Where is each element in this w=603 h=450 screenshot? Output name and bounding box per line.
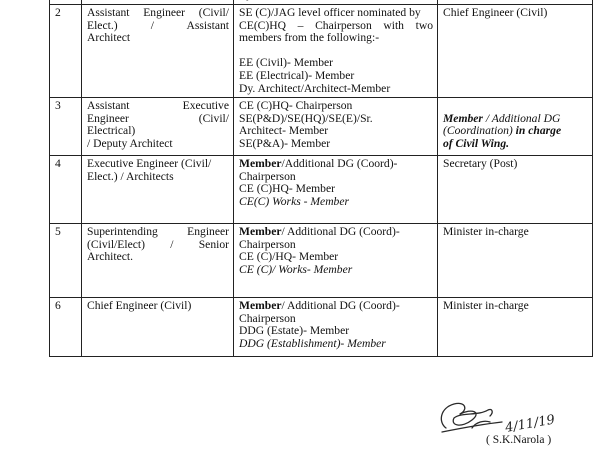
table-row (50, 224, 593, 298)
in-charge-text: in charge (512, 124, 562, 138)
post-cell (82, 5, 234, 98)
authority-line (443, 125, 588, 138)
dpc-line: Chairperson (239, 237, 296, 251)
signature-date: 4/11/19 (504, 412, 557, 436)
dpc-line: DDG (Establishment)- Member (239, 336, 386, 350)
dpc-line: Chairperson (239, 311, 296, 325)
dpc-line: SE(P&D)/SE(HQ)/SE(E)/Sr. (239, 111, 373, 125)
post-line: Superintending Engineer (87, 225, 229, 238)
authority-line: of Civil Wing. (443, 136, 510, 150)
dpc-text: /Additional DG (Coord)- (281, 157, 398, 170)
post-line: Architect. (87, 250, 134, 264)
post-cell (82, 156, 234, 224)
dpc-cell (234, 156, 438, 224)
authority-cell: Minister in-charge (438, 298, 593, 357)
dpc-cell (234, 98, 438, 156)
authority-cell (438, 98, 593, 156)
dpc-line (239, 300, 433, 313)
post-cell (82, 298, 234, 357)
table-row (50, 156, 593, 224)
dpc-line: DDG (Estate)- Member (239, 324, 350, 338)
member-label: Member (443, 111, 483, 125)
post-line: Electrical) (87, 124, 136, 138)
table-row (50, 5, 593, 98)
authority-text: / Additional DG (482, 111, 561, 125)
signatory-name: ( S.K.Narola ) (486, 434, 552, 446)
authority-text: (Coordination) (443, 124, 513, 138)
dpc-line (239, 0, 433, 2)
post-line: Chief Engineer (Civil) (87, 299, 192, 312)
post-line: Executive Engineer (Civil/ (87, 157, 212, 170)
post-line: Engineer (Civil/ (87, 111, 229, 125)
recruitment-rules-table (49, 0, 593, 357)
dpc-line: EE (Civil)- Member (239, 56, 334, 70)
post-line: / Deputy Architect (87, 136, 173, 150)
authority-cell: Secretary (Post) (438, 156, 593, 224)
member-label: Member (239, 157, 282, 170)
serial-number-cell: 2 (50, 5, 82, 98)
post-cell (82, 224, 234, 298)
dpc-line: Chairperson (239, 169, 296, 183)
dpc-line: EE (Electrical)- Member (239, 68, 355, 82)
post-line: Architect (87, 31, 131, 45)
authority-cell: Minister in-charge (438, 224, 593, 298)
dpc-cell (234, 298, 438, 357)
dpc-line: CE(C) Works - Member (239, 194, 350, 208)
dpc-line: SE (C)/JAG level officer nominated by (239, 6, 421, 19)
dpc-text: / Additional DG (Coord)- (281, 299, 400, 312)
member-label: Member (239, 225, 282, 238)
authority-cell: Chief Engineer (Civil) (438, 5, 593, 98)
dpc-cell (234, 5, 438, 98)
post-line: Elect.) / Assistant (87, 18, 229, 32)
dpc-line (239, 158, 433, 171)
dpc-line: CE (C)/HQ- Member (239, 250, 339, 264)
serial-number-cell: 6 (50, 298, 82, 357)
dpc-line: Dy. Architect/Architect-Member (239, 81, 391, 95)
post-line: Assistant Executive (87, 99, 229, 112)
dpc-line: members from the following:- (239, 31, 380, 45)
serial-number-cell: 5 (50, 224, 82, 298)
dpc-line (239, 226, 433, 239)
table-row (50, 298, 593, 357)
post-line: Elect.) / Architects (87, 169, 174, 183)
member-label: Member (239, 299, 282, 312)
table-row (50, 98, 593, 156)
dpc-text: / Additional DG (Coord)- (281, 225, 400, 238)
post-cell (82, 98, 234, 156)
dpc-line: SE(P&A)- Member (239, 136, 331, 150)
dpc-line: CE (C)HQ- Chairperson (239, 99, 353, 112)
post-line: (Civil/Elect) / Senior (87, 237, 229, 251)
dpc-line: CE(C)HQ – Chairperson with two (239, 18, 433, 32)
post-line: Assistant Engineer (Civil/ (87, 6, 229, 19)
dpc-line: CE (C)/ Works- Member (239, 262, 353, 276)
dpc-line: CE (C)HQ- Member (239, 182, 335, 196)
dpc-cell (234, 224, 438, 298)
serial-number-cell: 4 (50, 156, 82, 224)
serial-number-cell: 3 (50, 98, 82, 156)
dpc-line: Architect- Member (239, 124, 329, 138)
